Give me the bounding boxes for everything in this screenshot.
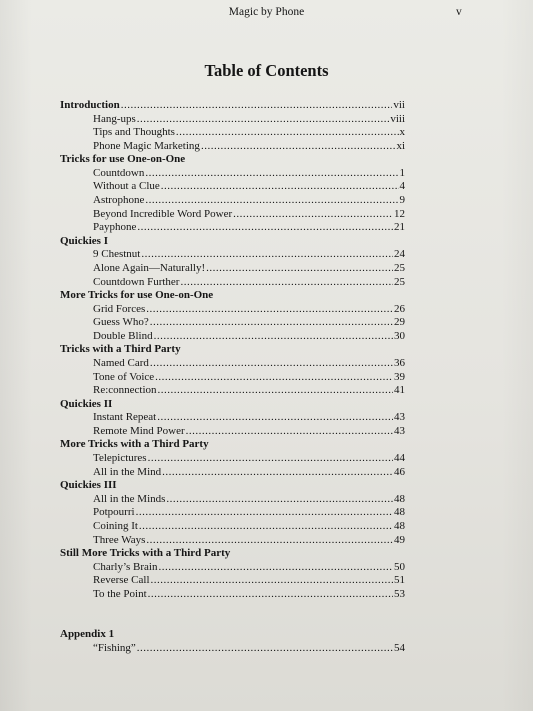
toc-page-number: xi (396, 139, 405, 152)
leader-dots (158, 384, 393, 398)
toc-page-number: 21 (394, 221, 405, 234)
toc-section-heading (60, 438, 405, 452)
toc-page-number: 30 (394, 329, 405, 342)
toc-entry (60, 642, 405, 656)
leader-dots (157, 411, 393, 425)
toc-entry (60, 180, 405, 194)
toc-entry-label: Potpourri (93, 506, 135, 519)
leader-dots (141, 248, 393, 262)
toc-page-number: 39 (394, 370, 405, 383)
toc-entry-label: Coining It (93, 519, 138, 532)
leader-dots (139, 520, 393, 534)
toc-entry-label: All in the Minds (93, 492, 166, 505)
toc-entry-label: To the Point (93, 587, 147, 600)
page-folio: v (456, 6, 462, 18)
running-head-title: Magic by Phone (228, 6, 305, 18)
toc-page-number: 1 (399, 166, 405, 179)
toc-page-number: 24 (394, 248, 405, 261)
toc-entry (60, 276, 405, 290)
toc-section-label: Quickies I (60, 234, 108, 247)
toc-page-number: 53 (394, 587, 405, 600)
toc-page-number: 9 (399, 194, 405, 207)
toc-page-number: 54 (394, 641, 405, 654)
toc-entry (60, 411, 405, 425)
toc-section-label: Introduction (60, 99, 120, 111)
toc-page-number: vii (393, 99, 405, 111)
toc-entry (60, 262, 405, 276)
leader-dots (158, 561, 393, 575)
toc-entry-label: “Fishing” (93, 641, 136, 654)
toc-section-introduction (60, 99, 405, 113)
leader-dots (137, 221, 393, 235)
leader-dots (186, 425, 393, 439)
toc-section-heading (60, 628, 405, 642)
toc-entry (60, 208, 405, 222)
toc-page-number: x (399, 126, 405, 139)
toc-entry-label: Tips and Thoughts (93, 126, 175, 139)
leader-dots (137, 642, 393, 656)
toc-entry (60, 574, 405, 588)
toc-page-number: 48 (394, 506, 405, 519)
toc-entry (60, 452, 405, 466)
leader-dots (148, 452, 393, 466)
toc-section-label: More Tricks for use One-on-One (60, 289, 214, 302)
running-head (0, 4, 533, 20)
toc-entry (60, 466, 405, 480)
toc-entry-label: Three Ways (93, 533, 146, 546)
toc-entry-label: 9 Chestnut (93, 248, 141, 261)
leader-dots (154, 330, 393, 344)
toc-section-heading (60, 479, 405, 493)
leader-dots (150, 357, 393, 371)
toc-entry (60, 493, 405, 507)
toc-entry (60, 534, 405, 548)
toc-entry-label: Payphone (93, 221, 137, 234)
toc-page-number: 46 (394, 465, 405, 478)
toc-page-number: 4 (399, 180, 405, 193)
leader-dots (145, 194, 398, 208)
leader-dots (176, 126, 399, 140)
toc-entry (60, 520, 405, 534)
toc-entry-label: Tone of Voice (93, 370, 155, 383)
leader-dots (162, 466, 393, 480)
leader-dots (146, 534, 393, 548)
toc-section-heading (60, 289, 405, 303)
toc-entry-label: Re:connection (93, 384, 157, 397)
toc-entry (60, 194, 405, 208)
leader-dots (151, 574, 393, 588)
leader-dots (136, 506, 393, 520)
toc-section-label: Tricks for use One-on-One (60, 153, 186, 166)
toc-page-number: 29 (394, 316, 405, 329)
toc-entry (60, 425, 405, 439)
toc-section-label: Still More Tricks with a Third Party (60, 547, 231, 560)
toc-section-label: Quickies II (60, 397, 113, 410)
toc-entry-label: Without a Clue (93, 180, 160, 193)
leader-dots (146, 303, 393, 317)
toc-entry (60, 561, 405, 575)
toc-page-number: 41 (394, 384, 405, 397)
toc-entry-label: Grid Forces (93, 302, 146, 315)
toc-section-heading (60, 153, 405, 167)
leader-dots (233, 208, 393, 222)
toc-page-number: 48 (394, 492, 405, 505)
toc-entry-label: Hang-ups (93, 112, 136, 125)
leader-dots (150, 316, 393, 330)
leader-dots (161, 180, 399, 194)
toc-section-heading (60, 398, 405, 412)
toc-entry (60, 303, 405, 317)
toc-page-number: 43 (394, 411, 405, 424)
toc-page-number: 43 (394, 424, 405, 437)
toc-section-heading (60, 235, 405, 249)
toc-entry-label: Named Card (93, 356, 149, 369)
toc-entry-label: Telepictures (93, 452, 147, 465)
toc-page-number: 26 (394, 302, 405, 315)
toc-section-label: Appendix 1 (60, 628, 115, 641)
toc-entry-label: Remote Mind Power (93, 424, 185, 437)
toc-entry (60, 126, 405, 140)
toc-page-number: 50 (394, 560, 405, 573)
toc-entry-label: Instant Repeat (93, 411, 157, 424)
toc-page-number: viii (390, 112, 405, 125)
toc-entry (60, 357, 405, 371)
toc-entry-label: Countdown (93, 166, 145, 179)
toc-page-number: 12 (394, 207, 405, 220)
toc-page-number: 36 (394, 356, 405, 369)
toc-entry (60, 113, 405, 127)
toc-entry-label: Alone Again—Naturally! (93, 261, 206, 274)
leader-dots (121, 99, 393, 113)
leader-dots (180, 276, 393, 290)
toc-entry-label: Reverse Call (93, 574, 150, 587)
toc-title: Table of Contents (204, 61, 329, 80)
toc-section-heading (60, 343, 405, 357)
toc-entry (60, 588, 405, 602)
toc-page-number: 44 (394, 452, 405, 465)
toc-entry-label: Countdown Further (93, 275, 180, 288)
toc-page-number: 25 (394, 275, 405, 288)
toc-entry-label: Charly’s Brain (93, 560, 158, 573)
toc-entry (60, 248, 405, 262)
toc-entry (60, 371, 405, 385)
leader-dots (201, 140, 396, 154)
toc-page-number: 51 (394, 574, 405, 587)
leader-dots (166, 493, 393, 507)
toc-entry (60, 140, 405, 154)
toc-entry (60, 316, 405, 330)
toc-entry-label: Double Blind (93, 329, 153, 342)
toc-entry-label: Beyond Incredible Word Power (93, 207, 233, 220)
toc-entry (60, 167, 405, 181)
toc-section-label: Quickies III (60, 479, 117, 492)
leader-dots (206, 262, 393, 276)
toc-section-heading (60, 547, 405, 561)
toc-section-label: More Tricks with a Third Party (60, 438, 209, 451)
toc-page-number: 49 (394, 533, 405, 546)
leader-dots (148, 588, 393, 602)
leader-dots (145, 167, 398, 181)
toc-entry-label: Astrophone (93, 194, 145, 207)
toc-section-label: Tricks with a Third Party (60, 343, 181, 356)
toc-entry-label: All in the Mind (93, 465, 162, 478)
leader-dots (155, 371, 393, 385)
toc-entry-label: Guess Who? (93, 316, 149, 329)
toc-entry (60, 221, 405, 235)
toc-entry (60, 330, 405, 344)
table-of-contents (60, 99, 405, 656)
toc-entry (60, 506, 405, 520)
leader-dots (137, 113, 390, 127)
toc-page-number: 25 (394, 261, 405, 274)
toc-page-number: 48 (394, 519, 405, 532)
section-spacer (60, 601, 405, 628)
toc-entry-label: Phone Magic Marketing (93, 139, 200, 152)
toc-entry (60, 384, 405, 398)
